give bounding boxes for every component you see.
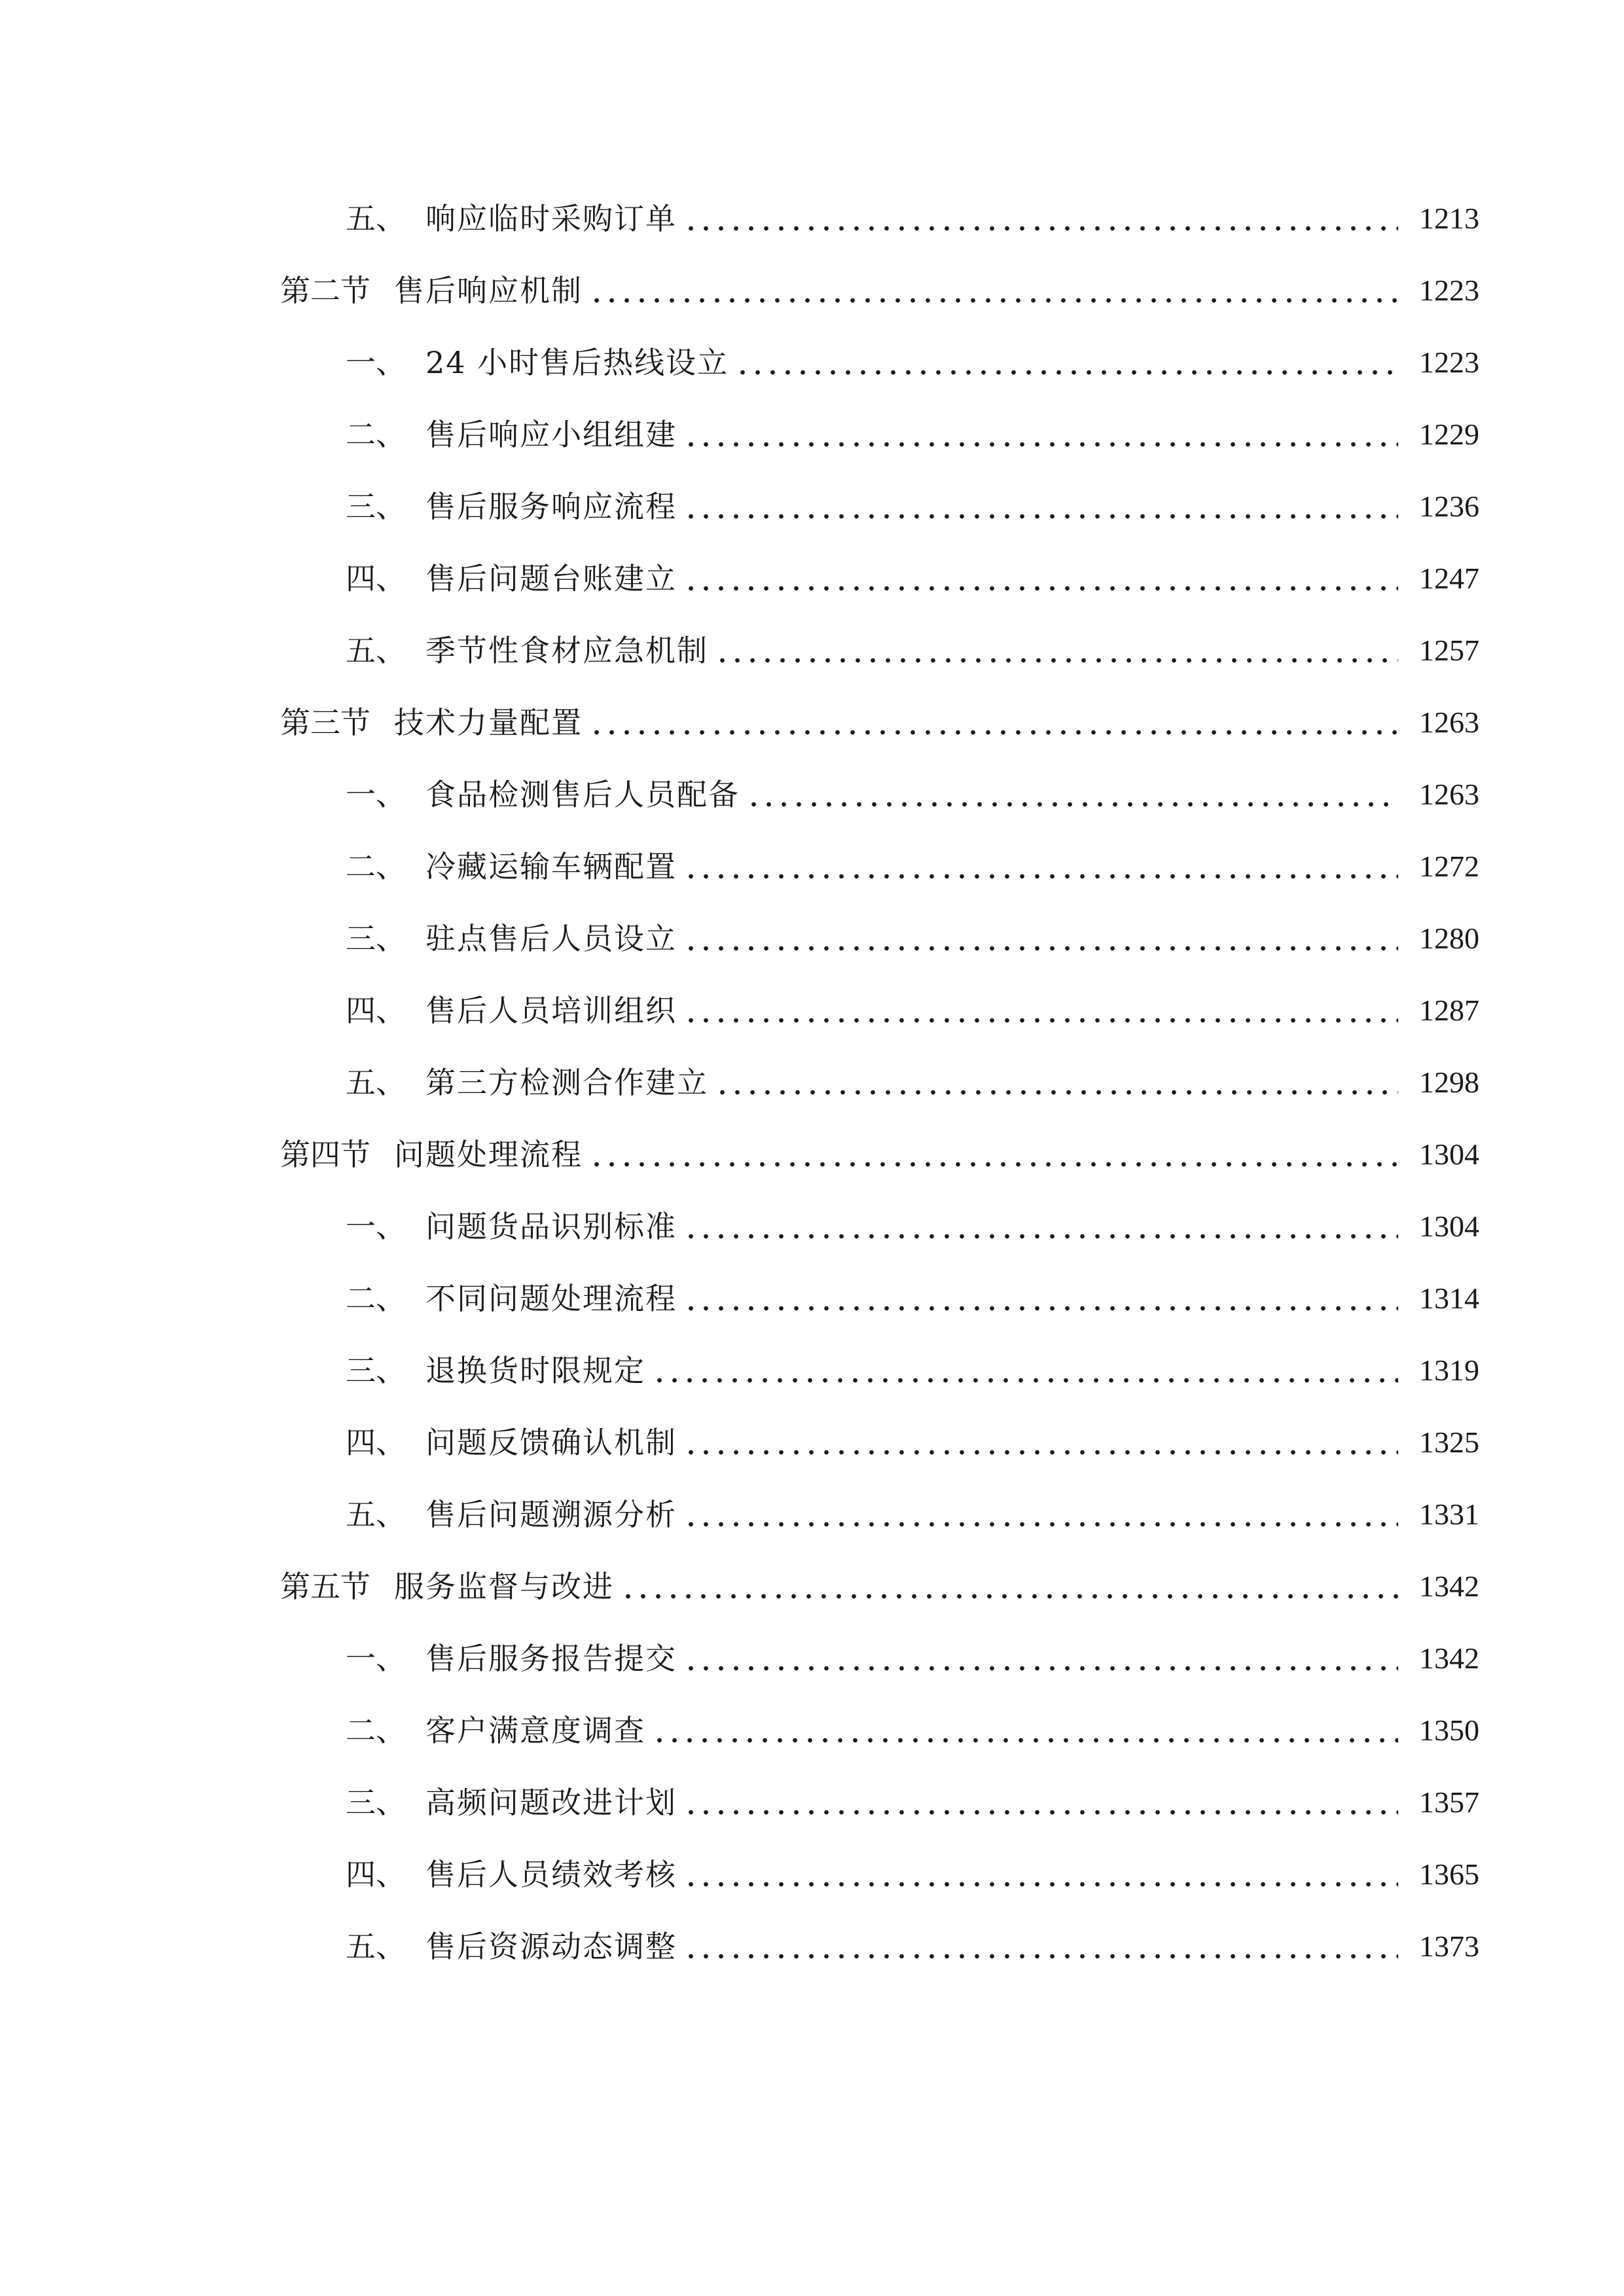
entry-page-number: 1331 <box>1419 1498 1479 1531</box>
entry-title: 问题处理流程 <box>394 1137 583 1172</box>
entry-page-number: 1314 <box>1419 1282 1479 1315</box>
entry-number: 二、 <box>346 1713 406 1748</box>
entry-title: 季节性食材应急机制 <box>425 633 708 668</box>
entry-title: 售后服务报告提交 <box>425 1641 677 1676</box>
entry-title: 技术力量配置 <box>394 705 583 740</box>
entry-page-number: 1298 <box>1419 1066 1479 1099</box>
toc-entry-section[interactable] <box>280 1128 1479 1181</box>
dot-leader <box>683 552 1398 605</box>
toc-entry-item[interactable] <box>346 192 1479 245</box>
toc-entry-item[interactable] <box>346 408 1479 461</box>
entry-page-number: 1213 <box>1419 202 1479 235</box>
dot-leader <box>683 1848 1398 1901</box>
dot-leader <box>589 696 1398 749</box>
entry-page-number: 1287 <box>1419 994 1479 1027</box>
entry-number: 一、 <box>346 1209 406 1244</box>
entry-number: 四、 <box>346 561 406 596</box>
entry-title: 驻点售后人员设立 <box>425 921 677 956</box>
toc-entry-item[interactable] <box>346 1848 1479 1901</box>
entry-page-number: 1357 <box>1419 1785 1479 1819</box>
entry-number: 四、 <box>346 1425 406 1460</box>
toc-entry-section[interactable] <box>280 696 1479 749</box>
entry-number: 二、 <box>346 1281 406 1316</box>
entry-page-number: 1223 <box>1419 346 1479 379</box>
entry-title: 售后问题台账建立 <box>425 561 677 596</box>
dot-leader <box>589 1128 1398 1181</box>
entry-page-number: 1229 <box>1419 418 1479 451</box>
entry-number: 第四节 <box>280 1137 370 1172</box>
dot-leader <box>715 1056 1398 1109</box>
entry-number: 四、 <box>346 993 406 1028</box>
entry-page-number: 1247 <box>1419 562 1479 595</box>
toc-entry-item[interactable] <box>346 912 1479 965</box>
toc-entry-item[interactable] <box>346 552 1479 605</box>
dot-leader <box>683 1488 1398 1541</box>
entry-page-number: 1342 <box>1419 1641 1479 1675</box>
toc-entry-item[interactable] <box>346 1632 1479 1685</box>
entry-number: 一、 <box>346 345 406 380</box>
entry-number: 二、 <box>346 849 406 884</box>
toc-entry-item[interactable] <box>346 984 1479 1037</box>
entry-title: 冷藏运输车辆配置 <box>425 849 677 884</box>
entry-page-number: 1263 <box>1419 706 1479 739</box>
toc-entry-item[interactable] <box>346 1200 1479 1253</box>
dot-leader <box>735 336 1398 389</box>
entry-number: 三、 <box>346 1785 406 1820</box>
dot-leader <box>652 1704 1398 1757</box>
toc-entry-item[interactable] <box>346 840 1479 893</box>
toc-entry-item[interactable] <box>346 1272 1479 1325</box>
entry-title: 食品检测售后人员配备 <box>425 777 740 812</box>
dot-leader <box>683 1920 1398 1973</box>
entry-number: 一、 <box>346 777 406 812</box>
toc-entry-item[interactable] <box>346 336 1479 389</box>
dot-leader <box>683 1272 1398 1325</box>
entry-page-number: 1236 <box>1419 490 1479 523</box>
dot-leader <box>652 1344 1398 1397</box>
entry-number: 第三节 <box>280 705 370 740</box>
entry-number: 第二节 <box>280 273 370 308</box>
entry-page-number: 1304 <box>1419 1138 1479 1171</box>
entry-title: 响应临时采购订单 <box>425 201 677 236</box>
dot-leader <box>621 1560 1398 1613</box>
entry-title: 售后人员绩效考核 <box>425 1857 677 1892</box>
entry-number: 三、 <box>346 1353 406 1388</box>
dot-leader <box>683 912 1398 965</box>
entry-page-number: 1325 <box>1419 1426 1479 1459</box>
entry-title: 售后问题溯源分析 <box>425 1497 677 1532</box>
dot-leader <box>715 624 1398 677</box>
entry-page-number: 1304 <box>1419 1210 1479 1243</box>
entry-number: 三、 <box>346 921 406 956</box>
entry-page-number: 1350 <box>1419 1713 1479 1747</box>
entry-number: 五、 <box>346 201 406 236</box>
entry-page-number: 1272 <box>1419 850 1479 883</box>
entry-page-number: 1342 <box>1419 1570 1479 1603</box>
entry-title: 售后响应机制 <box>394 273 583 308</box>
entry-page-number: 1263 <box>1419 778 1479 811</box>
entry-page-number: 1319 <box>1419 1354 1479 1387</box>
toc-entry-item[interactable] <box>346 1776 1479 1829</box>
dot-leader <box>683 1776 1398 1829</box>
entry-number: 五、 <box>346 1497 406 1532</box>
entry-number: 一、 <box>346 1641 406 1676</box>
entry-number: 五、 <box>346 1929 406 1964</box>
entry-title: 售后人员培训组织 <box>425 993 677 1028</box>
entry-title: 高频问题改进计划 <box>425 1785 677 1820</box>
toc-entry-item[interactable] <box>346 768 1479 821</box>
entry-number: 五、 <box>346 1065 406 1100</box>
dot-leader <box>683 1632 1398 1685</box>
dot-leader <box>589 264 1398 317</box>
entry-number: 三、 <box>346 489 406 524</box>
entry-title: 第三方检测合作建立 <box>425 1065 708 1100</box>
entry-title: 售后服务响应流程 <box>425 489 677 524</box>
entry-page-number: 1280 <box>1419 922 1479 955</box>
entry-number: 五、 <box>346 633 406 668</box>
entry-title: 客户满意度调查 <box>425 1713 645 1748</box>
entry-number: 四、 <box>346 1857 406 1892</box>
toc-entry-item[interactable] <box>346 1704 1479 1757</box>
toc-entry-item[interactable] <box>346 624 1479 677</box>
dot-leader <box>683 192 1398 245</box>
toc-entry-item[interactable] <box>346 1488 1479 1541</box>
entry-page-number: 1365 <box>1419 1857 1479 1891</box>
entry-number: 第五节 <box>280 1569 370 1604</box>
dot-leader <box>746 768 1398 821</box>
entry-page-number: 1223 <box>1419 274 1479 307</box>
toc-entry-section[interactable] <box>280 1560 1479 1613</box>
toc-entry-item[interactable] <box>346 1920 1479 1973</box>
toc-entry-section[interactable] <box>280 264 1479 317</box>
toc-entry-item[interactable] <box>346 1344 1479 1397</box>
dot-leader <box>683 408 1398 461</box>
dot-leader <box>683 840 1398 893</box>
entry-title: 服务监督与改进 <box>394 1569 614 1604</box>
entry-page-number: 1373 <box>1419 1929 1479 1963</box>
entry-title: 24 小时售后热线设立 <box>425 345 729 380</box>
dot-leader <box>683 1416 1398 1469</box>
toc-entry-item[interactable] <box>346 480 1479 533</box>
entry-title: 问题反馈确认机制 <box>425 1425 677 1460</box>
dot-leader <box>683 984 1398 1037</box>
toc-entry-item[interactable] <box>346 1416 1479 1469</box>
entry-page-number: 1257 <box>1419 634 1479 667</box>
entry-title: 问题货品识别标准 <box>425 1209 677 1244</box>
dot-leader <box>683 1200 1398 1253</box>
entry-title: 退换货时限规定 <box>425 1353 645 1388</box>
toc-entry-item[interactable] <box>346 1056 1479 1109</box>
entry-title: 售后响应小组组建 <box>425 417 677 452</box>
entry-title: 不同问题处理流程 <box>425 1281 677 1316</box>
dot-leader <box>683 480 1398 533</box>
entry-number: 二、 <box>346 417 406 452</box>
entry-title: 售后资源动态调整 <box>425 1929 677 1964</box>
